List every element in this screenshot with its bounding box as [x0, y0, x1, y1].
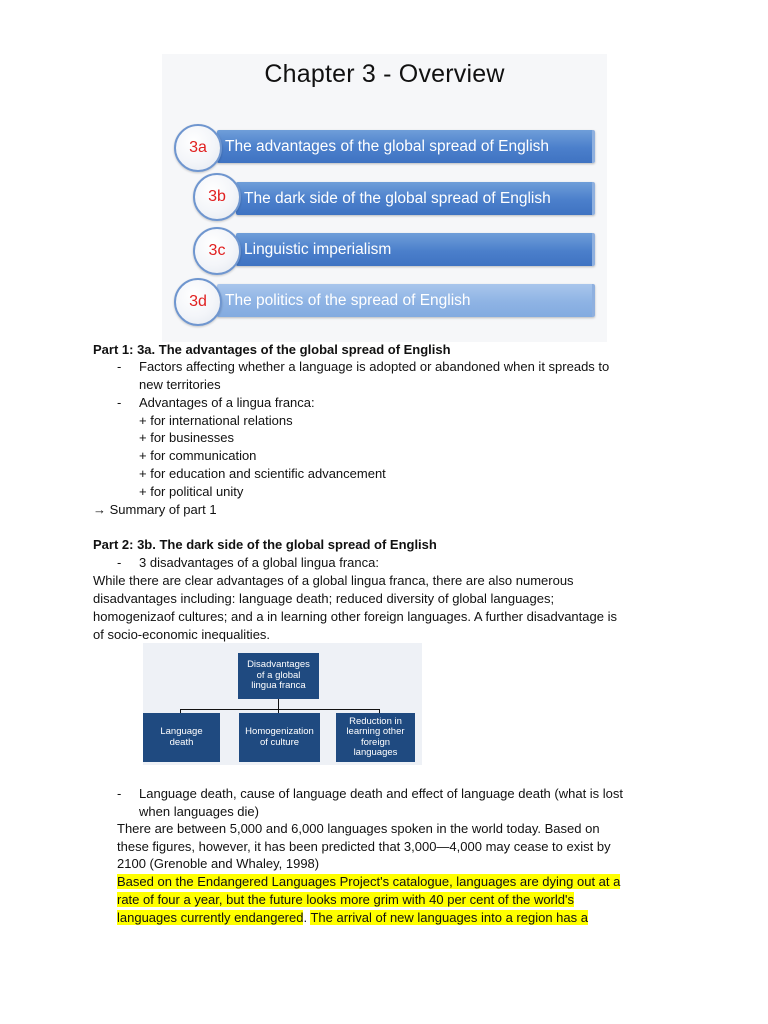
part2-bullet1: 3 disadvantages of a global lingua franca: — [139, 555, 379, 570]
part2-para2-line: There are between 5,000 and 6,000 languages spoken in the world today. Based on — [117, 821, 600, 836]
part1-bullet2: Advantages of a lingua franca: — [139, 395, 315, 410]
overview-label-3b: The dark side of the global spread of English — [244, 190, 551, 207]
overview-label-3c: Linguistic imperialism — [244, 241, 392, 258]
part1-subitem: + for international relations — [139, 413, 293, 428]
highlighted-line — [117, 873, 620, 891]
part2-para-line: homogenizaof cultures; and a in learning other foreign languages. A further disadvantage is — [93, 609, 617, 624]
plain-text: . — [303, 910, 311, 925]
overview-tag-3a: 3a — [174, 124, 222, 172]
overview-label-3d: The politics of the spread of English — [225, 292, 471, 309]
highlighted-text: languages currently endangered — [117, 910, 304, 925]
diagram-child-box — [143, 713, 220, 762]
highlighted-line — [117, 891, 574, 909]
diagram-child-text: Reduction in — [349, 715, 402, 727]
part2-para2-line: 2100 (Grenoble and Whaley, 1998) — [117, 856, 320, 871]
diagram-child-text: of culture — [259, 736, 300, 748]
diagram-child-text: learning other — [346, 726, 405, 737]
bullet-dash: - — [117, 555, 122, 570]
diagram-child-text: Homogenization — [245, 726, 314, 737]
diagram-child-text: languages — [353, 747, 398, 758]
part1-subitem: + for education and scientific advancement — [139, 466, 386, 481]
summary-line — [93, 501, 217, 519]
overview-bar-3d — [217, 284, 595, 317]
part1-bullet1-line1: Factors affecting whether a language is adopted or abandoned when it spreads to — [139, 359, 610, 374]
bullet-dash: - — [117, 786, 122, 801]
diagram-root-text: of a global — [256, 669, 301, 681]
bullet-dash: - — [117, 359, 122, 374]
part1-bullet1-line2: new territories — [139, 377, 221, 392]
part1-subitem: + for businesses — [139, 430, 235, 445]
part2-heading: Part 2: 3b. The dark side of the global spread of English — [93, 537, 437, 552]
connector-line — [180, 709, 380, 710]
overview-label-3a: The advantages of the global spread of English — [225, 138, 550, 155]
chapter-overview-figure — [162, 54, 607, 342]
diagram-child-text: foreign — [360, 736, 391, 748]
part1-subitem: + for political unity — [139, 484, 244, 499]
overview-bar-3a — [217, 130, 595, 163]
overview-tag-3d: 3d — [174, 278, 222, 326]
part1-subitem: + for communication — [139, 448, 257, 463]
diagram-child-box — [336, 713, 415, 762]
part2-para-line: While there are clear advantages of a global lingua franca, there are also numerous — [93, 573, 574, 588]
overview-bar-3b — [236, 182, 595, 215]
part2-para-line: of socio-economic inequalities. — [93, 627, 271, 642]
part1-heading: Part 1: 3a. The advantages of the global spread of English — [93, 342, 451, 357]
diagram-child-box — [239, 713, 320, 762]
overview-title: Chapter 3 - Overview — [264, 60, 505, 88]
highlighted-text: The arrival of new languages into a region has a — [310, 910, 588, 925]
diagram-child-text: death — [169, 736, 194, 748]
highlighted-line — [117, 909, 588, 927]
overview-bar-3c — [236, 233, 595, 266]
diagram-root-box — [238, 653, 319, 699]
bullet-dash: - — [117, 395, 122, 410]
diagram-root-text: Disadvantages — [247, 659, 310, 671]
overview-tag-3c: 3c — [193, 227, 241, 275]
part2-bullet2-line1: Language death, cause of language death and effect of language death (what is lost — [139, 786, 624, 801]
part2-para-line: disadvantages including: language death; reduced diversity of global languages; — [93, 591, 555, 606]
diagram-root-text: lingua franca — [251, 680, 306, 692]
connector-line — [278, 699, 279, 709]
right-arrow-icon: → — [93, 502, 106, 517]
overview-tag-3b: 3b — [193, 173, 241, 221]
highlighted-text: rate of four a year, but the future looks more grim with 40 per cent of the world's — [117, 892, 574, 907]
highlighted-text: Based on the Endangered Languages Project's catalogue, languages are dying out at a — [117, 874, 621, 889]
disadvantages-diagram — [143, 643, 422, 765]
summary-text: Summary of part 1 — [109, 502, 217, 517]
part2-bullet2-line2: when languages die) — [139, 804, 259, 819]
part2-para2-line: these figures, however, it has been predicted that 3,000—4,000 may cease to exist by — [117, 839, 611, 854]
diagram-child-text: Language — [160, 726, 203, 737]
